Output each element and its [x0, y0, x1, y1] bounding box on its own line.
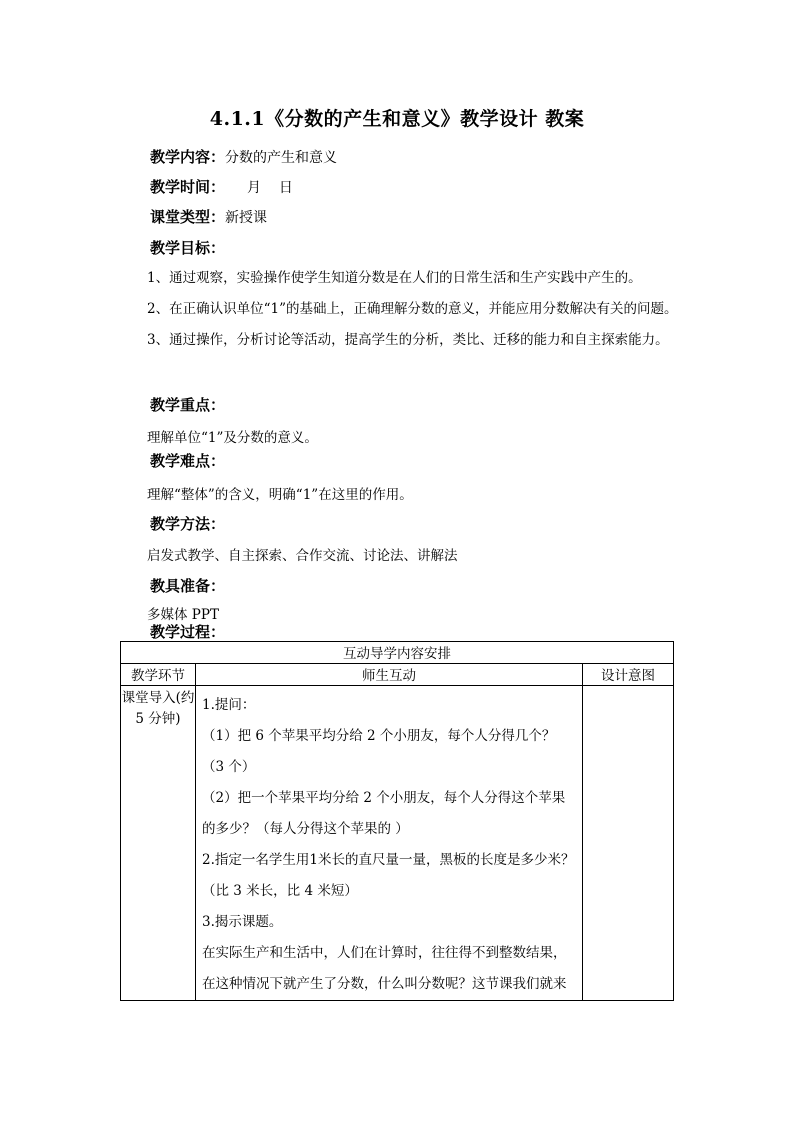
interaction-line: 3.揭示课题。	[202, 914, 283, 930]
interaction-cell	[196, 686, 583, 1001]
content-line	[150, 146, 337, 167]
stage-cell: 课堂导入(约 5 分钟)	[121, 686, 196, 1001]
key-point-heading	[150, 394, 225, 415]
method-label: 教学方法：	[150, 515, 226, 533]
objectives-list	[147, 263, 687, 356]
objectives-heading	[150, 237, 225, 258]
table-row	[121, 686, 674, 1001]
difficulty-heading	[150, 450, 225, 471]
process-heading	[150, 621, 225, 642]
objective-item: 2、在正确认识单位“1”的基础上，正确理解分数的意义，并能应用分数解决有关的问题。	[147, 301, 678, 317]
table-header-row	[121, 664, 674, 686]
objective-item: 3、通过操作，分析讨论等活动，提高学生的分析，类比、迁移的能力和自主探索能力。	[147, 332, 669, 348]
objectives-label: 教学目标：	[150, 239, 226, 257]
type-line	[150, 206, 267, 227]
process-label: 教学过程：	[150, 623, 226, 641]
difficulty-text: 理解“整体”的含义，明确“1”在这里的作用。	[147, 487, 413, 503]
interaction-line: （2）把一个苹果平均分给 2 个小朋友，每个人分得这个苹果的多少？（每人分得这个苹果的 ）	[202, 790, 566, 837]
method-text: 启发式教学、自主探索、合作交流、讨论法、讲解法	[147, 548, 458, 564]
header-stage: 教学环节	[121, 664, 196, 686]
type-label: 课堂类型：	[150, 208, 226, 226]
tools-text: 多媒体 PPT	[147, 607, 219, 623]
objective-item: 1、通过观察，实验操作使学生知道分数是在人们的日常生活和生产实践中产生的。	[147, 270, 642, 286]
tools-heading	[150, 575, 225, 596]
interaction-line: 1.提问：	[202, 697, 256, 713]
key-point-text: 理解单位“1”及分数的意义。	[147, 430, 318, 446]
intent-cell	[583, 686, 674, 1001]
interaction-line: 在实际生产和生活中，人们在计算时，往往得不到整数结果，在这种情况下就产生了分数，什么叫分数呢？这节课我们就来	[202, 945, 567, 992]
document-title: 4.1.1《分数的产生和意义》教学设计 教案	[209, 108, 585, 130]
header-intent: 设计意图	[583, 664, 674, 686]
content-value: 分数的产生和意义	[225, 150, 338, 166]
process-table	[120, 641, 674, 1001]
table-title: 互动导学内容安排	[121, 642, 674, 664]
time-label: 教学时间：	[150, 178, 226, 196]
time-value: 月 日	[247, 180, 293, 196]
tools-label: 教具准备：	[150, 577, 226, 595]
difficulty-label: 教学难点：	[150, 452, 226, 470]
type-value: 新授课	[225, 210, 268, 226]
header-interaction: 师生互动	[196, 664, 583, 686]
content-label: 教学内容：	[150, 148, 226, 166]
interaction-line: （1）把 6 个苹果平均分给 2 个小朋友，每个人分得几个？（3 个）	[202, 728, 556, 775]
time-line	[150, 176, 293, 197]
table-title-row	[121, 642, 674, 664]
method-heading	[150, 513, 225, 534]
key-point-label: 教学重点：	[150, 396, 226, 414]
interaction-line: 2.指定一名学生用1米长的直尺量一量，黑板的长度是多少米？（比 3 米长，比 4 米短）	[202, 852, 575, 899]
